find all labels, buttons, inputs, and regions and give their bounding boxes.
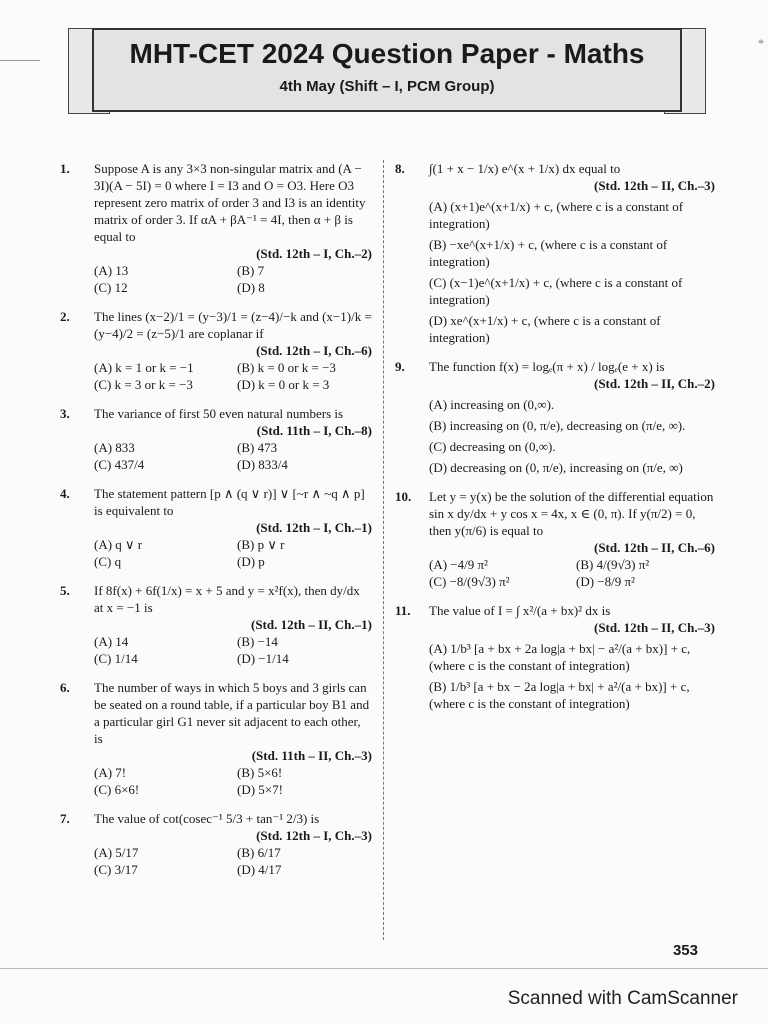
question-text: The variance of first 50 even natural numbers is bbox=[94, 406, 344, 421]
option-c[interactable]: (C) 1/14 bbox=[94, 651, 138, 666]
option-d[interactable]: (D) p bbox=[237, 554, 265, 569]
option-a[interactable]: (A) q ∨ r bbox=[94, 537, 143, 552]
option-a[interactable]: (A) 7! bbox=[94, 765, 127, 780]
option-b[interactable]: (B) p ∨ r bbox=[237, 537, 285, 552]
edge-mark: * bbox=[758, 36, 764, 50]
question-number: 10. bbox=[395, 489, 412, 504]
option-b[interactable]: (B) −14 bbox=[237, 634, 278, 649]
option-c[interactable]: (C) 437/4 bbox=[94, 457, 145, 472]
question-number: 1. bbox=[60, 161, 70, 176]
option-c[interactable]: (C) q bbox=[94, 554, 122, 569]
option-b[interactable]: (B) 5×6! bbox=[237, 765, 283, 780]
column-divider bbox=[383, 160, 384, 940]
option-a[interactable]: (A) −4/9 π² bbox=[429, 557, 488, 572]
left-column bbox=[60, 160, 372, 890]
question-text: Let y = y(x) be the solution of the differential equation sin x dy/dx + y cos x = 4x, x ∈ (0, π). If y(π/2) = 0, then y(π/6) is equal to bbox=[429, 489, 714, 538]
option-c[interactable]: (C) −8/(9√3) π² bbox=[429, 574, 510, 589]
page-title: MHT-CET 2024 Question Paper - Maths bbox=[129, 38, 645, 69]
question-number: 6. bbox=[60, 680, 70, 695]
options bbox=[94, 764, 372, 798]
question-6 bbox=[60, 679, 372, 798]
option-b[interactable]: (B) 1/b³ [a + bx − 2a log|a + bx| + a²/(a + bx)] + c, (where c is the constant of integration) bbox=[429, 679, 690, 711]
question-ref: (Std. 12th – I, Ch.–6) bbox=[256, 343, 372, 358]
question-9 bbox=[395, 358, 715, 476]
option-b[interactable]: (B) k = 0 or k = −3 bbox=[237, 360, 336, 375]
question-3 bbox=[60, 405, 372, 473]
question-number: 3. bbox=[60, 406, 70, 421]
title-banner bbox=[78, 28, 696, 112]
question-11 bbox=[395, 602, 715, 712]
option-d[interactable]: (D) decreasing on (0, π/e), increasing on (π/e, ∞) bbox=[429, 460, 683, 475]
question-text: If 8f(x) + 6f(1/x) = x + 5 and y = x²f(x), then dy/dx at x = −1 is bbox=[94, 583, 360, 615]
question-ref: (Std. 12th – II, Ch.–3) bbox=[594, 620, 715, 635]
right-column bbox=[395, 160, 715, 724]
question-10 bbox=[395, 488, 715, 590]
question-ref: (Std. 11th – I, Ch.–8) bbox=[256, 423, 372, 438]
option-d[interactable]: (D) xe^(x+1/x) + c, (where c is a constant of integration) bbox=[429, 313, 661, 345]
option-d[interactable]: (D) k = 0 or k = 3 bbox=[237, 377, 330, 392]
question-ref: (Std. 12th – I, Ch.–1) bbox=[256, 520, 372, 535]
question-number: 4. bbox=[60, 486, 70, 501]
option-a[interactable]: (A) 13 bbox=[94, 263, 129, 278]
question-ref: (Std. 12th – I, Ch.–3) bbox=[256, 828, 372, 843]
options bbox=[429, 556, 715, 590]
question-4 bbox=[60, 485, 372, 570]
options bbox=[94, 536, 372, 570]
option-b[interactable]: (B) 7 bbox=[237, 263, 265, 278]
option-a[interactable]: (A) 14 bbox=[94, 634, 129, 649]
question-ref: (Std. 12th – II, Ch.–6) bbox=[594, 540, 715, 555]
option-b[interactable]: (B) 6/17 bbox=[237, 845, 281, 860]
option-c[interactable]: (C) (x−1)e^(x+1/x) + c, (where c is a constant of integration) bbox=[429, 275, 683, 307]
question-1 bbox=[60, 160, 372, 296]
page-subtitle: 4th May (Shift – I, PCM Group) bbox=[279, 78, 495, 95]
option-c[interactable]: (C) 6×6! bbox=[94, 782, 140, 797]
option-a[interactable]: (A) increasing on (0,∞). bbox=[429, 397, 555, 412]
option-c[interactable]: (C) decreasing on (0,∞). bbox=[429, 439, 556, 454]
options bbox=[94, 262, 372, 296]
option-a[interactable]: (A) 833 bbox=[94, 440, 135, 455]
question-text: The value of cot(cosec⁻¹ 5/3 + tan⁻¹ 2/3) is bbox=[94, 811, 320, 826]
banner-main bbox=[92, 28, 682, 112]
question-text: Suppose A is any 3×3 non-singular matrix and (A − 3I)(A − 5I) = 0 where I = I3 and O = O3. Here O3 represent zero matrix of order 3 and I3 is an identity matrix of order 3. If αA + βA⁻¹ = 4I, then α + β is equal to bbox=[94, 161, 366, 244]
option-d[interactable]: (D) 833/4 bbox=[237, 457, 288, 472]
option-c[interactable]: (C) 3/17 bbox=[94, 862, 138, 877]
question-number: 5. bbox=[60, 583, 70, 598]
question-5 bbox=[60, 582, 372, 667]
option-b[interactable]: (B) 473 bbox=[237, 440, 278, 455]
question-ref: (Std. 12th – I, Ch.–2) bbox=[256, 246, 372, 261]
question-text: The value of I = ∫ x²/(a + bx)² dx is bbox=[429, 603, 611, 618]
option-d[interactable]: (D) 8 bbox=[237, 280, 265, 295]
option-b[interactable]: (B) 4/(9√3) π² bbox=[576, 557, 650, 572]
scanner-watermark: Scanned with CamScanner bbox=[507, 988, 738, 1009]
question-number: 2. bbox=[60, 309, 70, 324]
question-text: The function f(x) = logₑ(π + x) / logₑ(e + x) is bbox=[429, 359, 665, 374]
question-8 bbox=[395, 160, 715, 346]
question-text: The statement pattern [p ∧ (q ∨ r)] ∨ [~r ∧ ~q ∧ p] is equivalent to bbox=[94, 486, 365, 518]
question-ref: (Std. 11th – II, Ch.–3) bbox=[251, 748, 372, 763]
question-text: The number of ways in which 5 boys and 3 girls can be seated on a round table, if a particular boy B1 and a particular girl G1 never sit adjacent to each other, is bbox=[94, 680, 370, 746]
page-number: 353 bbox=[672, 942, 698, 959]
question-number: 7. bbox=[60, 811, 70, 826]
option-d[interactable]: (D) 5×7! bbox=[237, 782, 283, 797]
options bbox=[94, 359, 372, 393]
option-a[interactable]: (A) 5/17 bbox=[94, 845, 139, 860]
question-ref: (Std. 12th – II, Ch.–1) bbox=[251, 617, 372, 632]
options bbox=[94, 439, 372, 473]
option-a[interactable]: (A) (x+1)e^(x+1/x) + c, (where c is a constant of integration) bbox=[429, 199, 684, 231]
option-a[interactable]: (A) k = 1 or k = −1 bbox=[94, 360, 194, 375]
option-c[interactable]: (C) 12 bbox=[94, 280, 128, 295]
option-d[interactable]: (D) −1/14 bbox=[237, 651, 289, 666]
option-c[interactable]: (C) k = 3 or k = −3 bbox=[94, 377, 193, 392]
question-number: 9. bbox=[395, 359, 405, 374]
question-7 bbox=[60, 810, 372, 878]
options bbox=[94, 633, 372, 667]
question-ref: (Std. 12th – II, Ch.–3) bbox=[594, 178, 715, 193]
options bbox=[94, 844, 372, 878]
margin-rule bbox=[0, 60, 40, 61]
option-a[interactable]: (A) 1/b³ [a + bx + 2a log|a + bx| − a²/(a + bx)] + c, (where c is the constant of integration) bbox=[429, 641, 691, 673]
question-number: 11. bbox=[395, 603, 411, 618]
option-b[interactable]: (B) −xe^(x+1/x) + c, (where c is a constant of integration) bbox=[429, 237, 668, 269]
question-number: 8. bbox=[395, 161, 405, 176]
option-b[interactable]: (B) increasing on (0, π/e), decreasing on (π/e, ∞). bbox=[429, 418, 686, 433]
question-text: The lines (x−2)/1 = (y−3)/1 = (z−4)/−k and (x−1)/k = (y−4)/2 = (z−5)/1 are coplanar if bbox=[94, 309, 372, 341]
question-2 bbox=[60, 308, 372, 393]
question-ref: (Std. 12th – II, Ch.–2) bbox=[594, 376, 715, 391]
footer-divider bbox=[0, 968, 768, 969]
option-d[interactable]: (D) 4/17 bbox=[237, 862, 282, 877]
question-text: ∫(1 + x − 1/x) e^(x + 1/x) dx equal to bbox=[429, 161, 621, 176]
option-d[interactable]: (D) −8/9 π² bbox=[576, 574, 635, 589]
